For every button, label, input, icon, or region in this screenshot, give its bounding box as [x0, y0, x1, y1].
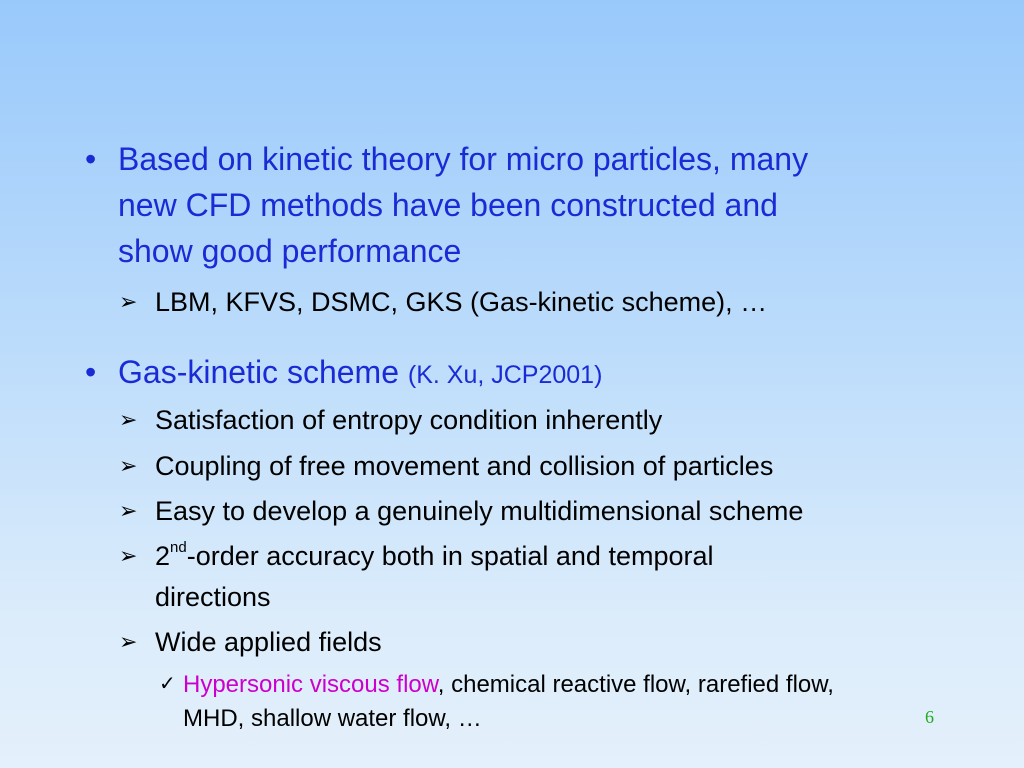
- bullet-2-reference: (K. Xu, JCP2001): [407, 361, 603, 389]
- bullet-1-line-1: Based on kinetic theory for micro particles, many: [118, 141, 809, 177]
- sub-item-text: Wide applied fields: [155, 627, 382, 657]
- bullet-dot: •: [85, 141, 97, 177]
- bullet-2-title-wrap: [118, 349, 602, 398]
- fields-line-1: [183, 667, 834, 702]
- page-number: 6: [925, 707, 934, 727]
- accuracy-number: 2: [155, 541, 171, 571]
- arrow-bullet-icon: ➢: [119, 498, 138, 523]
- sub-item-text: [155, 534, 714, 578]
- arrow-bullet-icon: ➢: [119, 543, 138, 568]
- accuracy-ordinal-suffix: nd: [170, 539, 187, 556]
- bullet-2-title: Gas-kinetic scheme: [118, 354, 399, 390]
- sub-item-text: Coupling of free movement and collision of particles: [155, 451, 774, 481]
- arrow-bullet-icon: ➢: [119, 453, 138, 478]
- bullet-dot: •: [85, 354, 97, 390]
- sub-item-text: LBM, KFVS, DSMC, GKS (Gas-kinetic scheme), …: [155, 287, 768, 317]
- arrow-bullet-icon: ➢: [119, 289, 138, 314]
- check-bullet-icon: ✓: [159, 673, 176, 695]
- bullet-1-line-2: new CFD methods have been constructed and: [118, 187, 778, 223]
- arrow-bullet-icon: ➢: [119, 407, 138, 432]
- sub-item-text: Easy to develop a genuinely multidimensional scheme: [155, 496, 804, 526]
- accuracy-line-2: directions: [155, 582, 271, 612]
- accuracy-text: -order accuracy both in spatial and temporal: [186, 541, 714, 571]
- fields-line-2: MHD, shallow water flow, …: [183, 705, 482, 732]
- bullet-1-line-3: show good performance: [118, 233, 462, 269]
- fields-rest: , chemical reactive flow, rarefied flow,: [437, 671, 834, 698]
- sub-item-text: Satisfaction of entropy condition inherently: [155, 405, 663, 435]
- arrow-bullet-icon: ➢: [119, 629, 138, 654]
- highlighted-field: Hypersonic viscous flow: [183, 671, 438, 698]
